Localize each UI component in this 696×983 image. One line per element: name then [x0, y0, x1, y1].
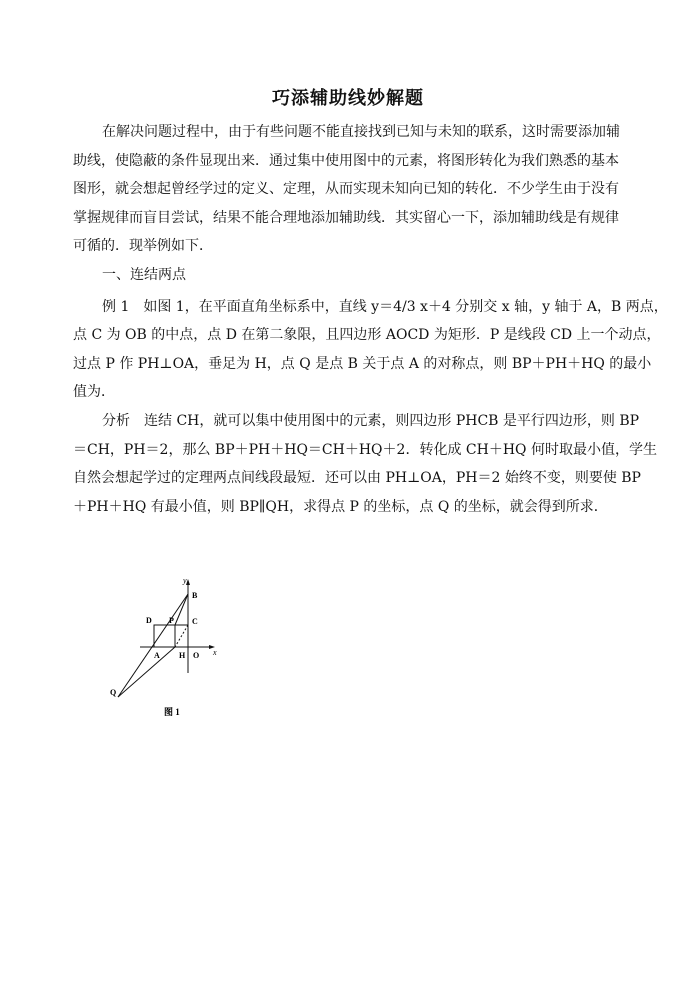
text-line: 点 C 为 OB 的中点，点 D 在第二象限，且四边形 AOCD 为矩形．P 是线段 CD 上一个动点， [73, 327, 661, 344]
line-bq [118, 594, 188, 697]
label-a: A [154, 651, 160, 660]
geometry-diagram [108, 575, 228, 725]
text-line: ＋PH＋HQ 有最小值，则 BP∥QH，求得点 P 的坐标，点 Q 的坐标，就会得到所求． [73, 498, 608, 515]
label-q: Q [110, 688, 117, 697]
label-h: H [179, 651, 186, 660]
example-paragraph [73, 293, 668, 407]
text-line: 自然会想起学过的定理两点间线段最短．还可以由 PH⊥OA，PH＝2 始终不变，则要使 BP [73, 470, 641, 487]
figure-caption: 图 1 [164, 707, 180, 717]
text-line: 分析 连结 CH，就可以集中使用图中的元素，则四边形 PHCB 是平行四边形，则 BP [102, 412, 640, 429]
label-p: P [169, 616, 174, 625]
label-o: O [193, 651, 200, 660]
label-d: D [146, 616, 152, 625]
text-line: 可循的．现举例如下． [73, 238, 213, 255]
label-y: y [183, 576, 187, 585]
text-line: 在解决问题过程中，由于有些问题不能直接找到已知与未知的联系，这时需要添加辅 [102, 124, 620, 140]
text-line: 值为． [73, 384, 115, 401]
document-body [73, 118, 668, 521]
section-heading [73, 261, 621, 290]
intro-paragraph [73, 118, 621, 261]
y-axis-arrow [186, 579, 190, 585]
text-line: 掌握规律而盲目尝试，结果不能合理地添加辅助线．其实留心一下，添加辅助线是有规律 [73, 209, 619, 226]
text-line: ＝CH，PH＝2，那么 BP＋PH＋HQ＝CH＋HQ＋2．转化成 CH＋HQ 何时取最小值，学生 [73, 441, 657, 458]
text-line: 过点 P 作 PH⊥OA，垂足为 H，点 Q 是点 B 关于点 A 的对称点，则 BP＋PH＋HQ 的最小 [73, 355, 652, 372]
figure-1 [108, 575, 228, 725]
analysis-paragraph [73, 407, 657, 521]
segment-ch [175, 625, 188, 647]
document-title: 巧添辅助线妙解题 [272, 88, 424, 109]
text-line: 图形，就会想起曾经学过的定义、定理，从而实现未知向已知的转化．不少学生由于没有 [73, 181, 619, 198]
label-c: C [192, 617, 198, 626]
label-b: B [192, 591, 198, 600]
label-x: x [213, 648, 217, 657]
text-line: 助线，使隐蔽的条件显现出来．通过集中使用图中的元素，将图形转化为我们熟悉的基本 [73, 152, 619, 169]
text-line: 一、连结两点 [102, 266, 186, 283]
text-line: 例 1 如图 1，在平面直角坐标系中，直线 y＝4/3 x＋4 分别交 x 轴，y 轴于 A，B 两点， [102, 298, 668, 315]
